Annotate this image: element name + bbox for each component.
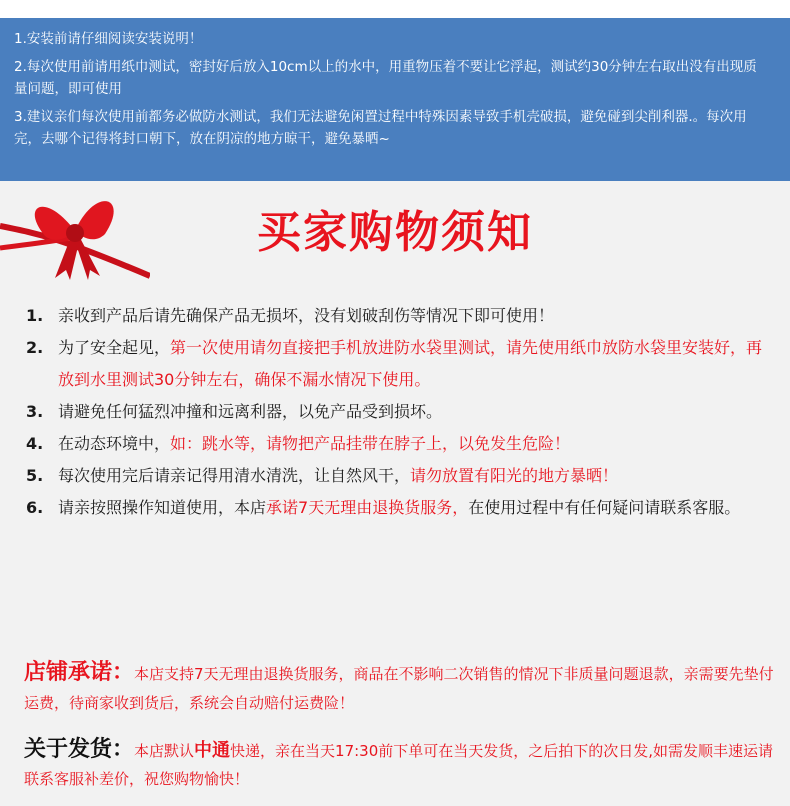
rule-text-part: 在使用过程中有任何疑问请联系客服。 bbox=[468, 498, 741, 517]
rule-text bbox=[58, 492, 766, 524]
rule-text-part: 为了安全起见， bbox=[58, 338, 171, 357]
shipping-info bbox=[24, 736, 784, 793]
rule-text-part: 每次使用完后请亲记得用清水清洗，让自然风干， bbox=[58, 466, 411, 485]
store-promise bbox=[24, 658, 774, 718]
promise-heading: 店铺承诺： bbox=[24, 660, 135, 685]
shipping-text-a: 本店默认 bbox=[134, 742, 195, 760]
courier-name: 中通 bbox=[194, 740, 231, 761]
rule-text bbox=[58, 428, 766, 460]
install-note-1: 1.安装前请仔细阅读安装说明！ bbox=[14, 31, 203, 47]
rule-text-part: 第一次使用请勿直接把手机放进防水袋里测试，请先使用纸巾放防水袋里安装好，再放到水里测试30分钟左右，确保不漏水情况下使用。 bbox=[58, 338, 763, 389]
shipping-text-b: 快递，亲在当天17:30前下单可在当天发货，之后拍下的次日发,如需发顺丰速运请联系客服补差价，祝您购物愉快！ bbox=[24, 742, 774, 788]
install-note-3: 3.建议亲们每次使用前都务必做防水测试，我们无法避免闲置过程中特殊因素导致手机壳破损，避免碰到尖削利器.。每次用完，去哪个记得将封口朝下，放在阴凉的地方晾干，避免暴晒~ bbox=[14, 109, 747, 147]
rule-item bbox=[26, 332, 766, 396]
rule-text bbox=[58, 396, 766, 428]
rule-text bbox=[58, 332, 766, 396]
rule-text bbox=[58, 300, 766, 332]
rule-text-part: 请避免任何猛烈冲撞和远离利器，以免产品受到损坏。 bbox=[58, 402, 443, 421]
rule-number: 5. bbox=[26, 466, 44, 485]
rule-text-part: 请勿放置有阳光的地方暴晒！ bbox=[410, 466, 619, 485]
rule-item bbox=[26, 460, 766, 492]
rule-item bbox=[26, 300, 766, 332]
rule-text-part: 如：跳水等，请物把产品挂带在脖子上，以免发生危险！ bbox=[170, 434, 571, 453]
rule-number: 3. bbox=[26, 402, 44, 421]
rule-item bbox=[26, 428, 766, 460]
rule-number: 4. bbox=[26, 434, 44, 453]
rule-number: 2. bbox=[26, 338, 44, 357]
rules-list bbox=[26, 300, 766, 524]
install-note-2: 2.每次使用前请用纸巾测试，密封好后放入10cm以上的水中，用重物压着不要让它浮起，测试约30分钟左右取出没有出现质量问题，即可使用 bbox=[14, 59, 757, 97]
shipping-heading: 关于发货： bbox=[24, 737, 135, 762]
page-title: 买家购物须知 bbox=[257, 207, 533, 258]
install-notes-panel bbox=[0, 18, 790, 181]
promise-text: 本店支持7天无理由退换货服务，商品在不影响二次销售的情况下非质量问题退款，亲需要先垫付运费，待商家收到货后，系统会自动赔付运费险！ bbox=[24, 665, 774, 712]
top-strip bbox=[0, 0, 790, 18]
rule-text bbox=[58, 460, 766, 492]
rule-item bbox=[26, 396, 766, 428]
rule-text-part: 承诺7天无理由退换货服务， bbox=[266, 498, 469, 517]
rule-item bbox=[26, 492, 766, 524]
rule-number: 6. bbox=[26, 498, 44, 517]
rule-text-part: 请亲按照操作知道使用，本店 bbox=[58, 498, 267, 517]
rule-number: 1. bbox=[26, 306, 44, 325]
rule-text-part: 在动态环境中， bbox=[58, 434, 171, 453]
rule-text-part: 亲收到产品后请先确保产品无损坏，没有划破刮伤等情况下即可使用！ bbox=[58, 306, 555, 325]
